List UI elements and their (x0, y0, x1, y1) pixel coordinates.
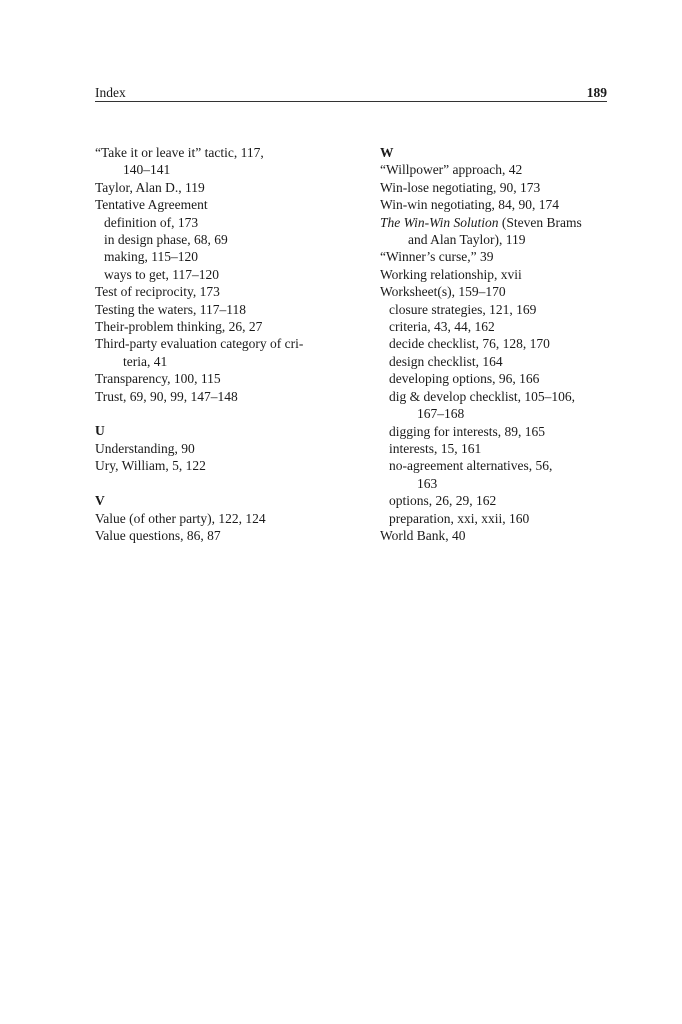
section-spacer (95, 405, 345, 422)
index-subentry: developing options, 96, 166 (389, 371, 540, 387)
index-entry: Trust, 69, 90, 99, 147–148 (95, 388, 238, 404)
index-subentry: definition of, 173 (104, 214, 199, 230)
index-entry: Third-party evaluation category of cri- (95, 336, 304, 352)
running-head-title: Index (95, 85, 126, 100)
index-subentry: 140–141 (123, 162, 171, 178)
index-entry: Understanding, 90 (95, 440, 195, 456)
index-subentry: in design phase, 68, 69 (104, 232, 228, 248)
index-entry: Test of reciprocity, 173 (95, 284, 220, 300)
index-subentry: options, 26, 29, 162 (389, 493, 497, 509)
index-entry: Win-lose negotiating, 90, 173 (380, 179, 541, 195)
index-column-left (95, 144, 345, 544)
index-entry: Value (of other party), 122, 124 (95, 510, 266, 526)
index-subentry: ways to get, 117–120 (104, 266, 219, 282)
index-entry: “Take it or leave it” tactic, 117, (95, 145, 264, 160)
index-subentry: preparation, xxi, xxii, 160 (389, 510, 530, 526)
index-entry (380, 214, 620, 231)
page-number: 189 (586, 85, 607, 100)
index-entry: Taylor, Alan D., 119 (95, 179, 205, 195)
index-entry: “Willpower” approach, 42 (380, 162, 523, 178)
index-entry: World Bank, 40 (380, 527, 466, 543)
index-subentry: 167–168 (417, 406, 465, 422)
running-head (95, 84, 607, 102)
index-subentry: decide checklist, 76, 128, 170 (389, 336, 550, 352)
section-letter: W (380, 145, 394, 160)
index-subentry: making, 115–120 (104, 249, 198, 265)
index-subentry: and Alan Taylor), 119 (408, 232, 526, 248)
index-entry: Ury, William, 5, 122 (95, 458, 206, 474)
index-entry: Working relationship, xvii (380, 266, 522, 282)
index-subentry: criteria, 43, 44, 162 (389, 319, 495, 335)
index-entry: Their-problem thinking, 26, 27 (95, 319, 263, 335)
index-entry: “Winner’s curse,” 39 (380, 249, 494, 265)
index-entry: Testing the waters, 117–118 (95, 301, 247, 317)
section-letter: V (95, 493, 105, 509)
section-spacer (95, 475, 345, 492)
section-letter: U (95, 423, 105, 439)
book-title: The Win-Win Solution (380, 214, 499, 230)
index-entry: Value questions, 86, 87 (95, 527, 221, 543)
index-entry: Win-win negotiating, 84, 90, 174 (380, 197, 560, 213)
index-subentry: interests, 15, 161 (389, 440, 482, 456)
index-subentry: dig & develop checklist, 105–106, (389, 388, 575, 404)
index-entry-rest: (Steven Brams (498, 214, 582, 230)
index-subentry: design checklist, 164 (389, 353, 503, 369)
index-subentry: teria, 41 (123, 353, 168, 369)
index-entry: Transparency, 100, 115 (95, 371, 221, 387)
index-entry: Tentative Agreement (95, 197, 208, 213)
index-entry: Worksheet(s), 159–170 (380, 284, 506, 300)
index-column-right (380, 144, 620, 544)
index-subentry: 163 (417, 475, 438, 491)
index-subentry: closure strategies, 121, 169 (389, 301, 537, 317)
index-subentry: no-agreement alternatives, 56, (389, 458, 553, 474)
index-subentry: digging for interests, 89, 165 (389, 423, 545, 439)
